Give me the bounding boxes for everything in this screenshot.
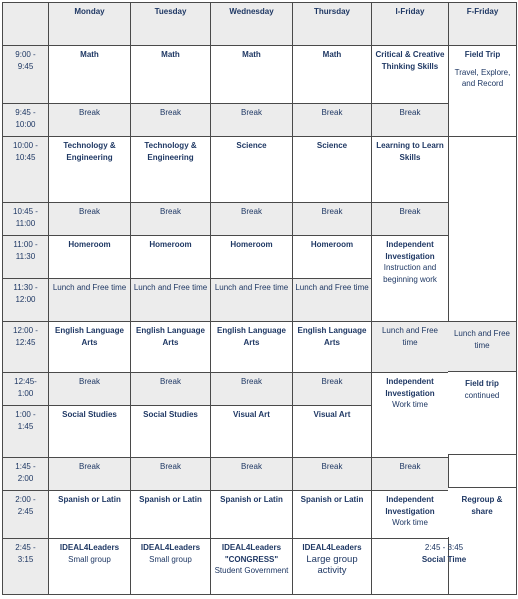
table-row <box>3 539 517 595</box>
header-thursday: Thursday <box>293 3 372 46</box>
break-cell: Break <box>211 458 293 491</box>
break-cell: Break <box>131 203 211 236</box>
schedule-cell: Social Studies <box>131 406 211 458</box>
break-cell: Break <box>293 458 372 491</box>
break-cell: Break <box>49 203 131 236</box>
lunch-cell: Lunch and Free time <box>131 279 211 322</box>
break-cell: Break <box>131 373 211 406</box>
lunch-cell: Lunch and Free time <box>293 279 372 322</box>
break-cell: Break <box>131 458 211 491</box>
break-cell: Break <box>293 373 372 406</box>
schedule-cell: Critical & Creative Thinking Skills <box>372 46 449 104</box>
header-i-friday: I-Friday <box>372 3 449 46</box>
schedule-cell: English Language Arts <box>49 322 131 373</box>
schedule-cell: Homeroom <box>293 236 372 279</box>
break-cell: Break <box>372 458 449 491</box>
table-row <box>3 137 517 203</box>
schedule-table <box>2 2 517 595</box>
schedule-cell: Math <box>49 46 131 104</box>
schedule-cell: Spanish or Latin <box>293 491 372 539</box>
break-cell: Break <box>49 458 131 491</box>
break-cell: Break <box>372 104 449 137</box>
table-row <box>3 203 517 236</box>
lunch-cell: Lunch and Free time <box>372 322 449 373</box>
independent-investigation-cell: Independent Investigation Instruction and beginning work <box>372 236 449 322</box>
break-cell: Break <box>131 104 211 137</box>
time-cell: 9:00 - 9:45 <box>3 46 49 104</box>
schedule-cell: Visual Art <box>211 406 293 458</box>
table-row <box>3 104 517 137</box>
schedule-cell: Homeroom <box>131 236 211 279</box>
independent-investigation-cell: Independent Investigation Work time <box>372 491 449 539</box>
schedule-cell: Math <box>131 46 211 104</box>
schedule-cell: Social Studies <box>49 406 131 458</box>
schedule-cell: Visual Art <box>293 406 372 458</box>
corner-cell <box>3 3 49 46</box>
time-cell: 1:00 - 1:45 <box>3 406 49 458</box>
schedule-cell: IDEAL4Leaders "CONGRESS" Student Government <box>211 539 293 595</box>
lunch-cell: Lunch and Free time <box>211 279 293 322</box>
break-cell: Break <box>211 104 293 137</box>
schedule-cell: English Language Arts <box>131 322 211 373</box>
break-cell: Break <box>211 203 293 236</box>
schedule-cell: IDEAL4Leaders Small group <box>131 539 211 595</box>
header-wednesday: Wednesday <box>211 3 293 46</box>
break-cell: Break <box>211 373 293 406</box>
f-friday-lunch-cell: Lunch and Free time <box>448 321 516 371</box>
schedule-cell: Technology & Engineering <box>49 137 131 203</box>
schedule-cell: Science <box>211 137 293 203</box>
time-cell: 9:45 - 10:00 <box>3 104 49 137</box>
f-friday-empty-slot <box>448 203 516 329</box>
table-row <box>3 373 517 406</box>
break-cell: Break <box>49 104 131 137</box>
schedule-cell: Science <box>293 137 372 203</box>
social-time-cell: 2:45 - 3:45 Social Time <box>372 539 517 595</box>
schedule-cell: Math <box>211 46 293 104</box>
table-row <box>3 46 517 104</box>
time-cell: 11:00 - 11:30 <box>3 236 49 279</box>
schedule-cell: IDEAL4Leaders Small group <box>49 539 131 595</box>
lunch-cell: Lunch and Free time <box>49 279 131 322</box>
schedule-cell: Technology & Engineering <box>131 137 211 203</box>
header-row <box>3 3 517 46</box>
table-row <box>3 491 517 539</box>
header-tuesday: Tuesday <box>131 3 211 46</box>
break-cell: Break <box>372 203 449 236</box>
time-cell: 1:45 - 2:00 <box>3 458 49 491</box>
table-row <box>3 322 517 373</box>
schedule-cell: Homeroom <box>49 236 131 279</box>
independent-investigation-cell: Independent Investigation Work time <box>372 373 449 458</box>
table-row <box>3 458 517 491</box>
field-trip-cell: Field Trip Travel, Explore, and Record <box>449 46 517 137</box>
schedule-cell: Spanish or Latin <box>49 491 131 539</box>
time-cell: 12:00 - 12:45 <box>3 322 49 373</box>
f-friday-regroup-cell: Regroup & share <box>448 487 516 537</box>
time-cell: 2:45 - 3:15 <box>3 539 49 595</box>
break-cell: Break <box>293 104 372 137</box>
schedule-cell: Math <box>293 46 372 104</box>
schedule-cell: Spanish or Latin <box>131 491 211 539</box>
time-cell: 10:00 - 10:45 <box>3 137 49 203</box>
schedule-cell: Learning to Learn Skills <box>372 137 449 203</box>
f-friday-empty-slot <box>448 454 516 487</box>
schedule-cell: English Language Arts <box>293 322 372 373</box>
schedule-cell: English Language Arts <box>211 322 293 373</box>
time-cell: 10:45 - 11:00 <box>3 203 49 236</box>
f-friday-field-trip-cell: Field trip continued <box>448 371 516 454</box>
break-cell: Break <box>293 203 372 236</box>
header-f-friday: F-Friday <box>449 3 517 46</box>
schedule-cell: Homeroom <box>211 236 293 279</box>
schedule-cell: IDEAL4Leaders Large group activity <box>293 539 372 595</box>
time-cell: 12:45- 1:00 <box>3 373 49 406</box>
header-monday: Monday <box>49 3 131 46</box>
schedule-cell: Spanish or Latin <box>211 491 293 539</box>
break-cell: Break <box>49 373 131 406</box>
time-cell: 2:00 - 2:45 <box>3 491 49 539</box>
table-row <box>3 236 517 279</box>
time-cell: 11:30 - 12:00 <box>3 279 49 322</box>
